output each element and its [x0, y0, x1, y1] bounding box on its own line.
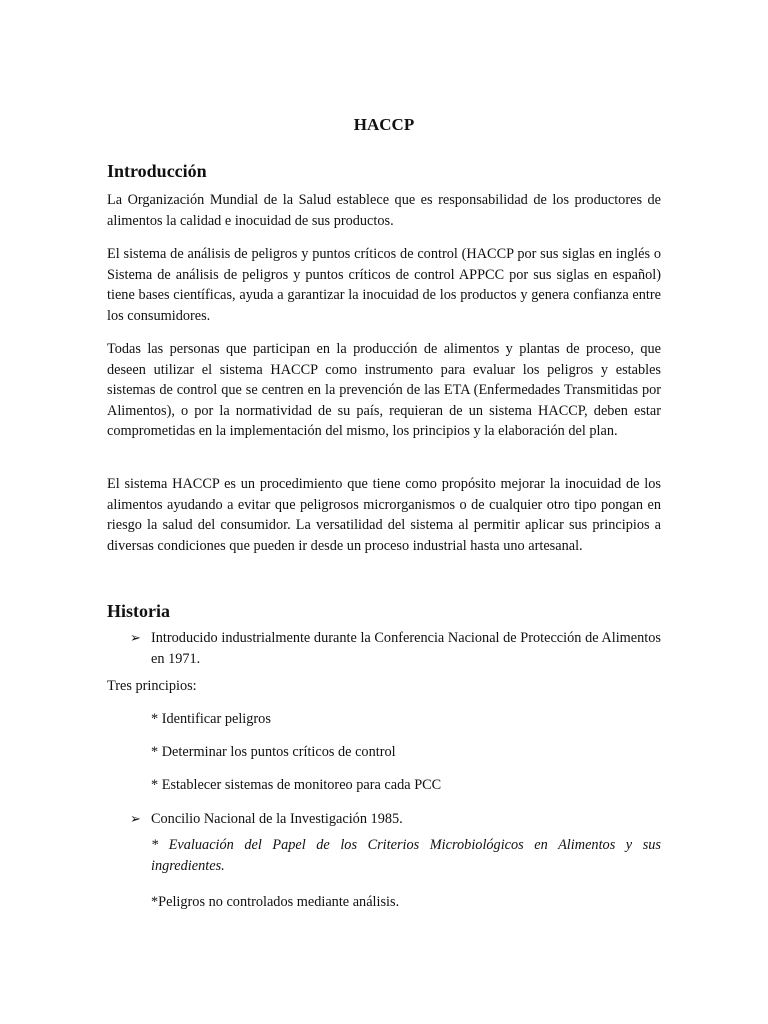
bullet-arrow-icon: ➢ [130, 811, 141, 826]
intro-paragraph-2: El sistema de análisis de peligros y puntos críticos de control (HACCP por sus siglas en inglés o Sistema de análisis de peligros y puntos críticos de control APPCC por sus siglas en español) tiene bases científicas, ayuda a garantizar la inocuidad de los productos y genera confianza entre los consumidores. [107, 246, 661, 324]
historia-bullet-1: Introducido industrialmente durante la Conferencia Nacional de Protección de Alimentos en 1971. [151, 630, 661, 667]
historia-bullet-2-italic-note: * Evaluación del Papel de los Criterios Microbiológicos en Alimentos y sus ingredientes. [151, 837, 661, 874]
intro-heading: Introducción [107, 161, 207, 181]
intro-paragraph-4: El sistema HACCP es un procedimiento que tiene como propósito mejorar la inocuidad de los alimentos ayudando a evitar que peligrosos microrganismos o de cualquier otro tipo pongan en riesgo la salud del consumidor. La versatilidad del sistema al permitir aplicar sus principios a diversas condiciones que pueden ir desde un proceso industrial hasta uno artesanal. [107, 476, 661, 554]
intro-paragraph-1: La Organización Mundial de la Salud establece que es responsabilidad de los productores de alimentos la calidad e inocuidad de sus productos. [107, 192, 661, 229]
historia-bullet-2: Concilio Nacional de la Investigación 1985. [151, 811, 403, 827]
bullet-arrow-icon: ➢ [130, 630, 141, 645]
principle-item-2: * Determinar los puntos críticos de control [151, 744, 396, 760]
principle-item-1: * Identificar peligros [151, 711, 271, 727]
historia-heading: Historia [107, 601, 170, 621]
intro-paragraph-3: Todas las personas que participan en la producción de alimentos y plantas de proceso, que deseen utilizar el sistema HACCP como instrumento para evaluar los peligros y estables sistemas de control que se centren en la prevención de las ETA (Enfermedades Transmitidas por Alimentos), o por la normatividad de su país, requieran de un sistema HACCP, deben estar comprometidas en la implementación del mismo, los principios y la elaboración del plan. [107, 341, 661, 440]
document-title: HACCP [353, 115, 415, 134]
historia-bullet-2-note: *Peligros no controlados mediante análisis. [151, 894, 400, 910]
principles-label: Tres principios: [107, 678, 197, 694]
principle-item-3: * Establecer sistemas de monitoreo para cada PCC [151, 777, 442, 793]
